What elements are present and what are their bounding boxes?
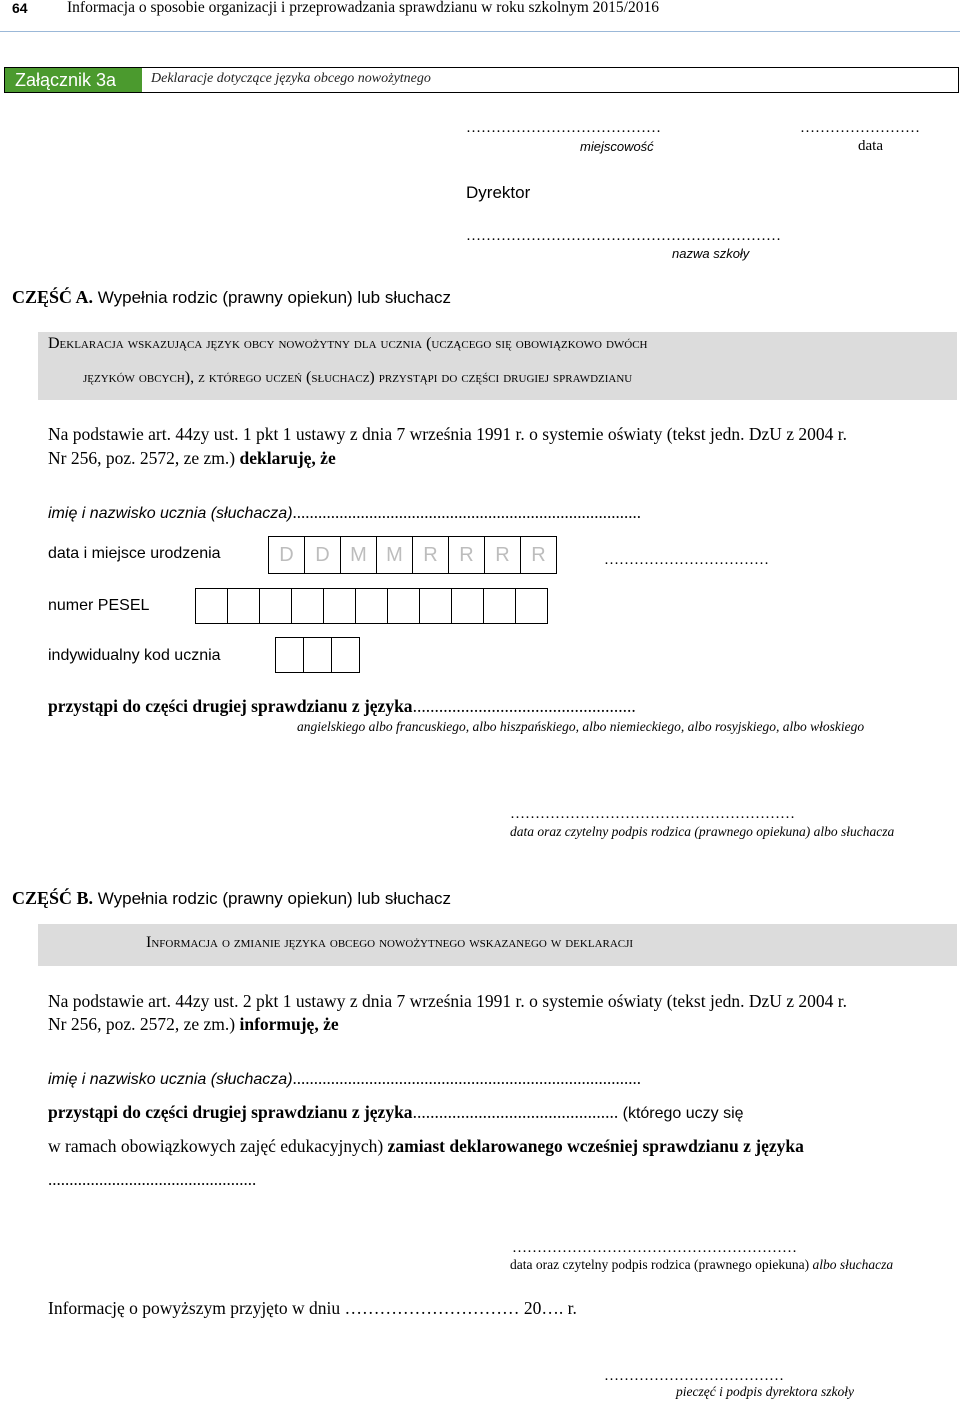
part-a-legal-line2 xyxy=(48,448,336,469)
pesel-cell[interactable] xyxy=(355,588,388,624)
part-b-lang-tail: (którego uczy się xyxy=(618,1105,744,1122)
part-a-lang-row[interactable] xyxy=(48,696,636,717)
pesel-cell[interactable] xyxy=(323,588,356,624)
part-b-heading-bold: CZĘŚĆ B. xyxy=(12,888,94,908)
received-row[interactable] xyxy=(48,1298,577,1319)
part-b-legal-text: Nr 256, poz. 2572, ze zm.) xyxy=(48,1014,240,1034)
annex-label: Załącznik 3a xyxy=(5,68,142,92)
part-a-sign-dots[interactable]: ………………………………………………… xyxy=(510,806,795,822)
part-b-previous-lang-field[interactable]: ................................................. xyxy=(48,1170,257,1189)
part-b-sign-dots[interactable]: ………………………………………………… xyxy=(512,1240,797,1256)
received-date-field[interactable]: ………………………… xyxy=(344,1298,520,1318)
part-b-name-label: imię i nazwisko ucznia (słuchacza) xyxy=(48,1071,293,1088)
part-b-lang-field[interactable]: ............................................... xyxy=(412,1102,619,1122)
birth-cell[interactable]: D xyxy=(268,536,305,574)
birth-date-grid[interactable] xyxy=(269,536,557,574)
part-a-declaration: deklaruję, że xyxy=(239,448,336,468)
birth-label: data i miejsce urodzenia xyxy=(48,545,221,562)
birth-cell[interactable]: M xyxy=(340,536,377,574)
page-number: 64 xyxy=(12,0,28,16)
student-code-grid[interactable] xyxy=(276,637,360,673)
pesel-cell[interactable] xyxy=(515,588,548,624)
pesel-cell[interactable] xyxy=(451,588,484,624)
annex-bar xyxy=(4,67,959,93)
part-b-sign-label-italic: albo słuchacza xyxy=(812,1257,894,1272)
part-b-line2-bold: zamiast deklarowanego wcześniej sprawdzianu z języka xyxy=(387,1136,804,1156)
director-label: Dyrektor xyxy=(466,183,531,202)
place-dots: ………………………………… xyxy=(466,120,661,136)
date-label: data xyxy=(858,138,883,154)
birth-cell[interactable]: M xyxy=(376,536,413,574)
school-label: nazwa szkoły xyxy=(672,246,750,261)
stamp-dots[interactable]: ……………………………… xyxy=(604,1368,784,1384)
student-name-field[interactable]: .................................................................................. xyxy=(292,503,642,522)
part-b-information: informuję, że xyxy=(239,1014,339,1034)
part-a-name-row[interactable] xyxy=(48,503,641,523)
student-code-label: indywidualny kod ucznia xyxy=(48,647,221,664)
stamp-label: pieczęć i podpis dyrektora szkoły xyxy=(676,1384,854,1399)
part-b-legal-line1: Na podstawie art. 44zy ust. 2 pkt 1 ustawy z dnia 7 września 1991 r. o systemie oświaty (tekst jedn. DzU z 2004 r. xyxy=(48,991,848,1011)
birth-cell[interactable]: R xyxy=(520,536,557,574)
pesel-cell[interactable] xyxy=(483,588,516,624)
pesel-cell[interactable] xyxy=(195,588,228,624)
part-b-heading-rest: Wypełnia rodzic (prawny opiekun) lub słuchacz xyxy=(93,889,451,908)
part-a-sign-label: data oraz czytelny podpis rodzica (prawnego opiekuna) albo słuchacza xyxy=(510,824,895,839)
pesel-cell[interactable] xyxy=(419,588,452,624)
birth-cell[interactable]: R xyxy=(484,536,521,574)
birth-cell[interactable]: D xyxy=(304,536,341,574)
pesel-cell[interactable] xyxy=(291,588,324,624)
received-year-field[interactable]: …. xyxy=(541,1298,564,1318)
pesel-label: numer PESEL xyxy=(48,597,150,614)
part-a-heading xyxy=(12,287,451,308)
part-b-sign-label-text: data oraz czytelny podpis rodzica (prawnego opiekuna) xyxy=(510,1257,813,1272)
part-b-title: Informacja o zmianie języka obcego nowożytnego wskazanego w deklaracji xyxy=(146,934,634,951)
received-text: Informację o powyższym przyjęto w dniu xyxy=(48,1298,345,1318)
part-b-lang-text: przystąpi do części drugiej sprawdzianu z języka xyxy=(48,1102,413,1122)
part-b-line2-text: w ramach obowiązkowych zajęć edukacyjnych) xyxy=(48,1136,388,1156)
received-suffix: r. xyxy=(563,1298,577,1318)
date-dots: …………………… xyxy=(800,120,920,136)
student-code-cell[interactable] xyxy=(303,637,332,673)
part-b-name-row[interactable] xyxy=(48,1069,641,1089)
part-a-lang-text: przystąpi do części drugiej sprawdzianu z języka xyxy=(48,696,413,716)
place-label: miejscowość xyxy=(580,139,654,154)
header-rule xyxy=(0,31,960,32)
part-b-lang-row[interactable] xyxy=(48,1102,744,1123)
running-header: Informacja o sposobie organizacji i przeprowadzania sprawdzianu w roku szkolnym 2015/2016 xyxy=(67,0,659,16)
part-a-legal-text: Nr 256, poz. 2572, ze zm.) xyxy=(48,448,240,468)
student-code-cell[interactable] xyxy=(275,637,304,673)
part-a-heading-rest: Wypełnia rodzic (prawny opiekun) lub słuchacz xyxy=(93,288,451,307)
part-b-heading xyxy=(12,888,451,909)
pesel-cell[interactable] xyxy=(227,588,260,624)
part-a-heading-bold: CZĘŚĆ A. xyxy=(12,287,94,307)
birth-cell[interactable]: R xyxy=(412,536,449,574)
part-b-sign-label xyxy=(510,1257,893,1273)
school-dots: ……………………………………………………… xyxy=(466,228,781,244)
birth-cell[interactable]: R xyxy=(448,536,485,574)
part-a-title-line1: Deklaracja wskazująca język obcy nowożytny dla ucznia (uczącego się obowiązkowo dwóch xyxy=(48,335,648,352)
part-a-legal-line1: Na podstawie art. 44zy ust. 1 pkt 1 ustawy z dnia 7 września 1991 r. o systemie oświaty (tekst jedn. DzU z 2004 r. xyxy=(48,424,848,444)
received-year-prefix: 20 xyxy=(519,1298,542,1318)
pesel-cell[interactable] xyxy=(387,588,420,624)
part-a-title-line2: języków obcych), z którego uczeń (słuchacz) przystąpi do części drugiej sprawdzianu xyxy=(83,369,633,386)
part-b-line2 xyxy=(48,1136,804,1157)
birth-place-field[interactable]: …………………………… xyxy=(604,552,769,568)
pesel-cell[interactable] xyxy=(259,588,292,624)
part-b-legal-line2 xyxy=(48,1014,339,1035)
pesel-grid[interactable] xyxy=(196,588,548,624)
part-b-name-field[interactable]: .................................................................................. xyxy=(292,1069,642,1088)
language-options: angielskiego albo francuskiego, albo hiszpańskiego, albo niemieckiego, albo rosyjskiego, albo włoskiego xyxy=(297,719,865,734)
annex-title: Deklaracje dotyczące języka obcego nowożytnego xyxy=(151,71,431,86)
student-name-label: imię i nazwisko ucznia (słuchacza) xyxy=(48,505,293,522)
student-code-cell[interactable] xyxy=(331,637,360,673)
part-a-lang-field[interactable]: ................................................... xyxy=(412,696,636,716)
